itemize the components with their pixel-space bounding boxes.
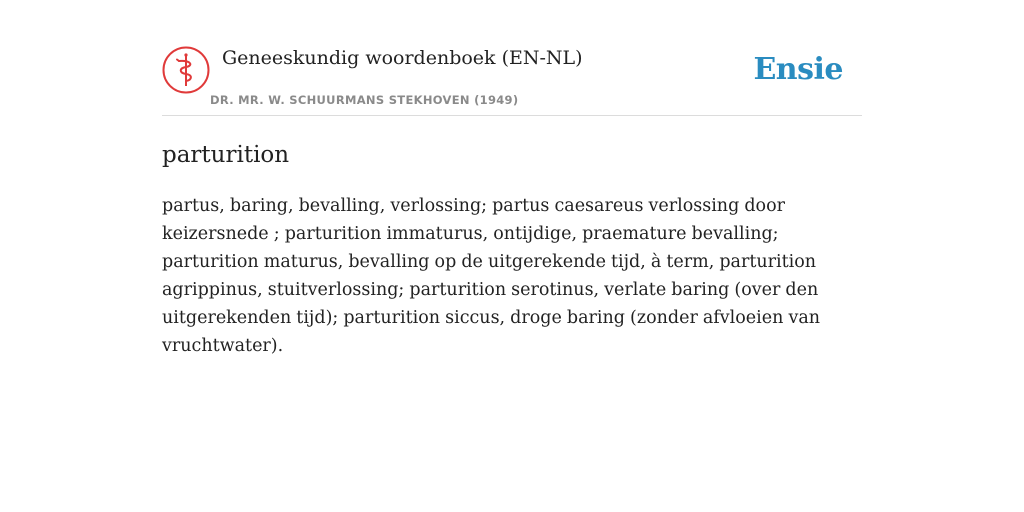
dictionary-author: DR. MR. W. SCHUURMANS STEKHOVEN (1949) (210, 93, 519, 107)
brand-logo[interactable]: Ensie (753, 52, 843, 87)
entry-term: parturition (162, 142, 290, 168)
dictionary-title[interactable]: Geneeskundig woordenboek (EN-NL) (222, 47, 583, 69)
dictionary-header (162, 46, 862, 116)
entry-definition: partus, baring, bevalling, verlossing; partus caesareus verlossing door keizersnede ; parturition immaturus, ontijdige, praemature bevalling; parturition maturus, bevalling op de uitgerekende tijd, à term, parturition agrippinus, stuitverlossing; parturition serotinus, verlate baring (over den uitgerekenden tijd); parturition siccus, droge baring (zonder afvloeien van vruchtwater). (162, 196, 821, 356)
caduceus-icon[interactable] (162, 46, 210, 94)
